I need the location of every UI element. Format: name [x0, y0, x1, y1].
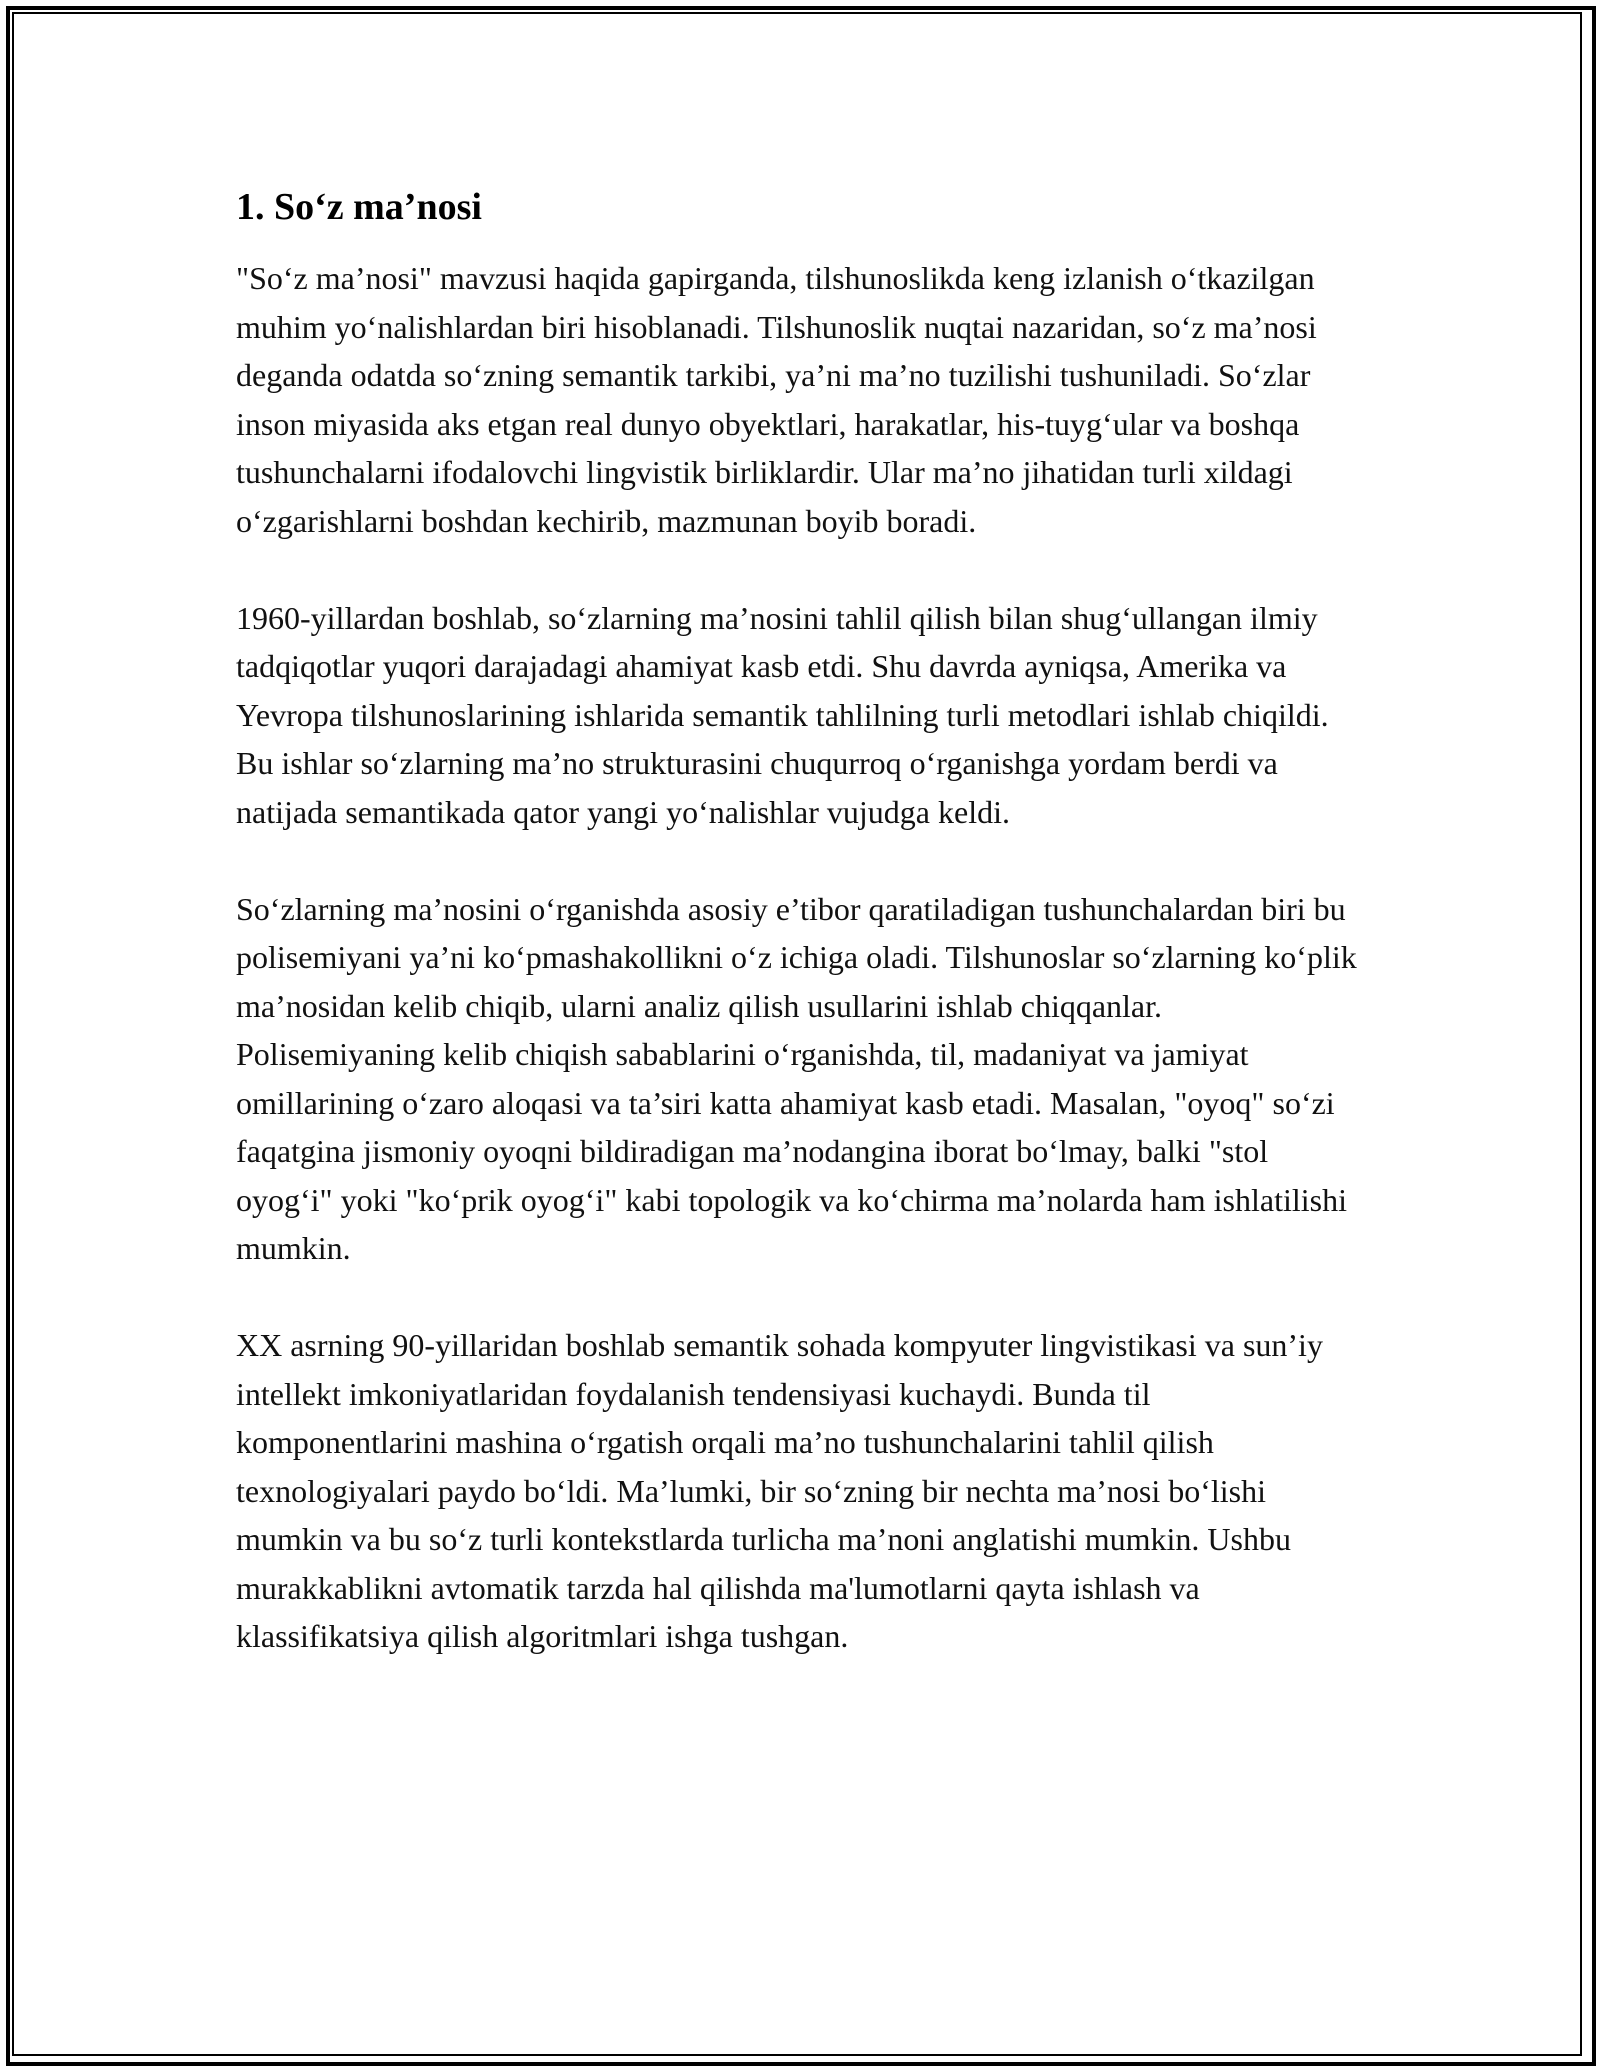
paragraph-2: 1960-yillardan boshlab, so‘zlarning ma’nosini tahlil qilish bilan shug‘ullangan ilmiy tadqiqotlar yuqori darajadagi ahamiyat kasb etdi. Shu davrda ayniqsa, Amerika va Yevropa tilshunoslarining ishlarida semantik tahlilning turli metodlari ishlab chiqildi. Bu ishlar so‘zlarning ma’no strukturasini chuqurroq o‘rganishga yordam berdi va natijada semantikada qator yangi yo‘nalishlar vujudga keldi.	[236, 599, 1329, 830]
paragraph-4: XX asrning 90-yillaridan boshlab semantik sohada kompyuter lingvistikasi va sun’iy intellekt imkoniyatlaridan foydalanish tendensiyasi kuchaydi. Bunda til komponentlarini mashina o‘rgatish orqali ma’no tushunchalarini tahlil qilish texnologiyalari paydo bo‘ldi. Ma’lumki, bir so‘zning bir nechta ma’nosi bo‘lishi mumkin va bu so‘z turli kontekstlarda turlicha ma’noni anglatishi mumkin. Ushbu murakkablikni avtomatik tarzda hal qilishda ma'lumotlarni qayta ishlash va klassifikatsiya qilish algoritmlari ishga tushgan.	[236, 1327, 1323, 1654]
document-body	[236, 182, 1366, 1661]
paragraph-1: "So‘z ma’nosi" mavzusi haqida gapirganda, tilshunoslikda keng izlanish o‘tkazilgan muhim yo‘nalishlardan biri hisoblanadi. Tilshunoslik nuqtai nazaridan, so‘z ma’nosi deganda odatda so‘zning semantik tarkibi, ya’ni ma’no tuzilishi tushuniladi. So‘zlar inson miyasida aks etgan real dunyo obyektlari, harakatlar, his-tuyg‘ular va boshqa tushunchalarni ifodalovchi lingvistik birliklardir. Ular ma’no jihatidan turli xildagi o‘zgarishlarni boshdan kechirib, mazmunan boyib boradi.	[236, 260, 1317, 539]
paragraph-3: So‘zlarning ma’nosini o‘rganishda asosiy e’tibor qaratiladigan tushunchalardan biri bu polisemiyani ya’ni ko‘pmashakollikni o‘z ichiga oladi. Tilshunoslar so‘zlarning ko‘plik ma’nosidan kelib chiqib, ularni analiz qilish usullarini ishlab chiqqanlar. Polisemiyaning kelib chiqish sabablarini o‘rganishda, til, madaniyat va jamiyat omillarining o‘zaro aloqasi va ta’siri katta ahamiyat kasb etadi. Masalan, "oyoq" so‘zi faqatgina jismoniy oyoqni bildiradigan ma’nodangina iborat bo‘lmay, balki "stol oyog‘i" yoki "ko‘prik oyog‘i" kabi topologik va ko‘chirma ma’nolarda ham ishlatilishi mumkin.	[236, 890, 1357, 1266]
section-title: 1. So‘z ma’nosi	[236, 186, 482, 228]
